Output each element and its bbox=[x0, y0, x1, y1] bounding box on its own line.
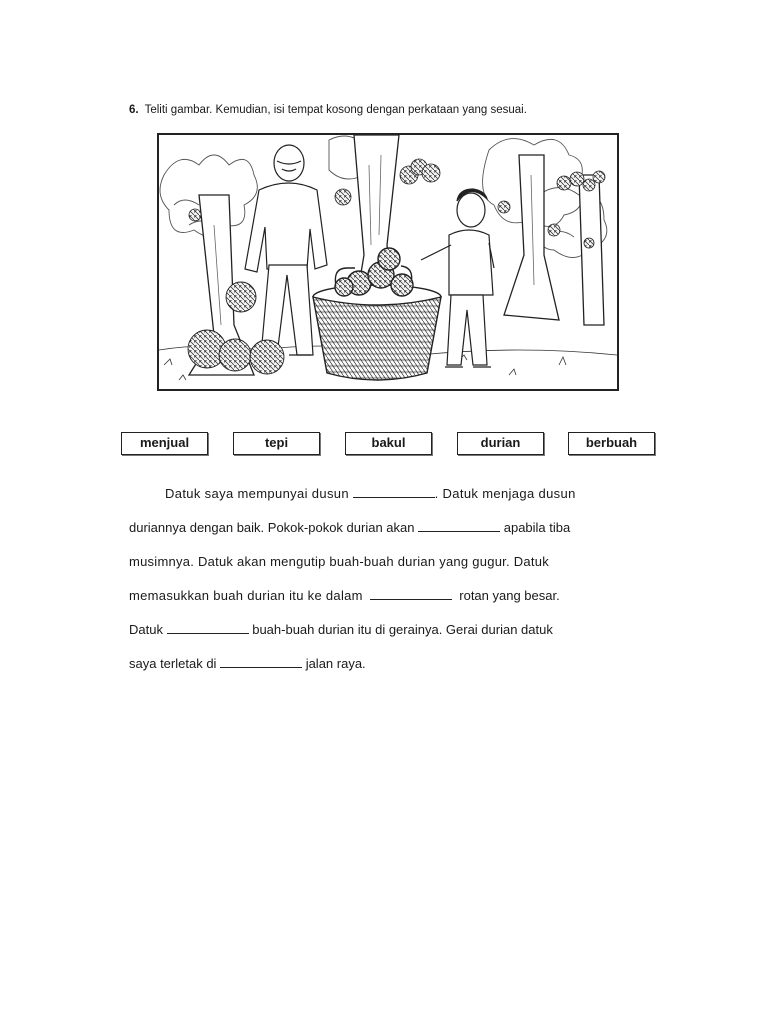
answer-blank-5[interactable] bbox=[220, 656, 302, 668]
question-number: 6. bbox=[129, 104, 139, 116]
grandfather-figure bbox=[245, 145, 327, 355]
passage-line-4 bbox=[129, 588, 647, 603]
answer-blank-4[interactable] bbox=[167, 622, 249, 634]
passage-text: apabila tiba bbox=[503, 520, 571, 535]
illustration-durian-orchard bbox=[157, 133, 619, 391]
passage-text: . Datuk menjaga dusun bbox=[434, 486, 576, 501]
answer-blank-3[interactable] bbox=[370, 588, 452, 600]
word-box-durian: durian bbox=[457, 432, 544, 455]
passage-text: Datuk bbox=[129, 622, 163, 637]
question-instruction bbox=[129, 104, 527, 116]
word-box-tepi: tepi bbox=[233, 432, 320, 455]
passage-text: rotan yang besar. bbox=[459, 588, 560, 603]
passage-text: Datuk saya mempunyai dusun bbox=[165, 486, 349, 501]
word-bank bbox=[0, 432, 768, 456]
passage-text: duriannya dengan baik. Pokok-pokok durian akan bbox=[129, 520, 415, 535]
durian-orchard-drawing bbox=[159, 135, 617, 389]
word-box-menjual: menjual bbox=[121, 432, 208, 455]
passage-text: memasukkan buah durian itu ke dalam bbox=[129, 588, 363, 603]
word-box-bakul: bakul bbox=[345, 432, 432, 455]
passage-line-3 bbox=[129, 554, 647, 569]
passage-line-1 bbox=[165, 486, 647, 501]
passage-line-2 bbox=[129, 520, 647, 535]
answer-blank-2[interactable] bbox=[418, 520, 500, 532]
instruction-text: Teliti gambar. Kemudian, isi tempat kosong dengan perkataan yang sesuai. bbox=[144, 104, 527, 116]
passage-text: jalan raya. bbox=[305, 656, 366, 671]
passage-line-6 bbox=[129, 656, 647, 671]
answer-blank-1[interactable] bbox=[353, 486, 435, 498]
rattan-basket bbox=[313, 248, 441, 380]
word-box-berbuah: berbuah bbox=[568, 432, 655, 455]
passage-line-5 bbox=[129, 622, 647, 637]
passage-text: buah-buah durian itu di gerainya. Gerai durian datuk bbox=[252, 622, 553, 637]
passage-text: saya terletak di bbox=[129, 656, 217, 671]
passage-text: musimnya. Datuk akan mengutip buah-buah durian yang gugur. Datuk bbox=[129, 554, 549, 569]
